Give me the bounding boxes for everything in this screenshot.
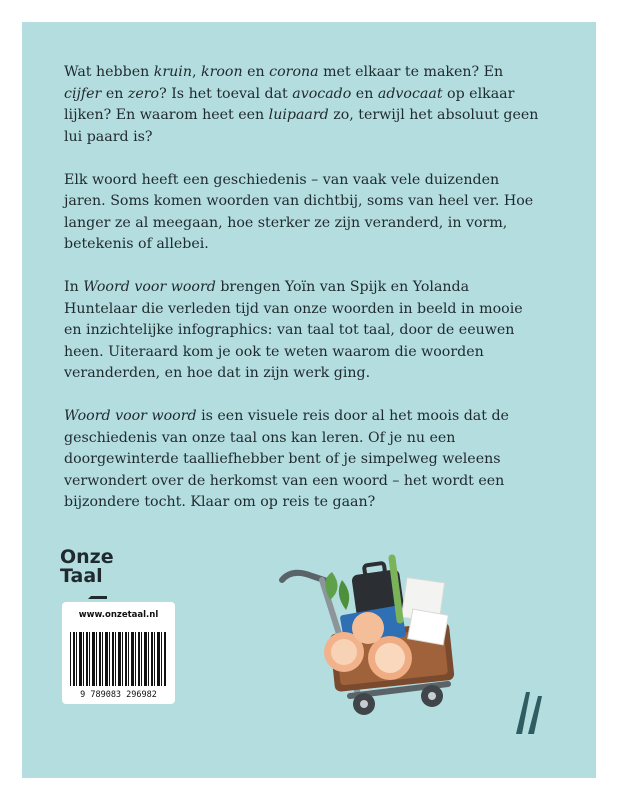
blurb-paragraph-3	[64, 277, 544, 385]
blurb-paragraph-1-run: kruin	[153, 64, 192, 80]
blurb-paragraph-1-run: advocaat	[377, 85, 443, 102]
luggage-cart-illustration	[272, 550, 462, 720]
blurb-paragraph-1-run: zero	[127, 85, 160, 102]
blurb-paragraph-4	[64, 406, 544, 514]
blurb-paragraph-3-run: In	[64, 279, 84, 295]
logo-line-2: Taal	[60, 565, 103, 587]
blurb-paragraph-1-run: cijfer	[64, 85, 102, 102]
blurb-paragraph-1-run: en	[351, 85, 378, 102]
blurb-text	[64, 62, 544, 535]
logo-speech-tick-icon	[88, 588, 107, 599]
blurb-paragraph-1-run: en	[242, 64, 270, 80]
blurb-paragraph-1	[64, 62, 544, 148]
publisher-mark-icon	[508, 690, 548, 736]
blurb-paragraph-4-run: Woord voor woord	[64, 408, 197, 424]
blurb-paragraph-1-run: ? Is het toeval dat	[159, 85, 293, 102]
blurb-paragraph-1-run: kroon	[201, 64, 243, 80]
onze-taal-logo	[60, 548, 114, 586]
blurb-paragraph-2: Elk woord heeft een geschiedenis – van vaak vele duizenden jaren. Soms komen woorden van dichtbij, soms van heel ver. Hoe langer ze al meegaan, hoe sterker ze zijn veranderd, in vorm, betekenis of allebei.	[64, 171, 534, 252]
blurb-paragraph-3-run: brengen Yoïn van Spijk en Yolanda Huntelaar die verleden tijd van onze woorden in beeld in mooie en inzichtelijke infographics: van taal tot taal, door de eeuwen heen. Uiteraard kom je ook te weten waarom die woorden veranderden, en hoe dat in zijn werk ging.	[64, 279, 523, 381]
blurb-paragraph-1-run: Wat hebben	[64, 64, 154, 80]
blurb-paragraph-1-run: avocado	[292, 85, 352, 102]
blurb-paragraph-1-run: op elkaar lijken? En waarom heet een	[64, 85, 515, 123]
blurb-paragraph-1-run: met elkaar te maken? En	[318, 64, 504, 80]
isbn-number: 9 789083 296982	[80, 690, 157, 700]
blurb-paragraph-1-run: luipaard	[268, 107, 329, 123]
blurb-paragraph-1-run: en	[101, 85, 128, 102]
blurb-paragraph-4-run: is een visuele reis door al het moois dat de geschiedenis van onze taal ons kan leren. Of je nu een doorgewinterde taalliefhebber bent of je simpelweg weleens verwondert over de herkomst van een woord – het wordt een bijzondere tocht. Klaar om op reis te gaan?	[64, 408, 509, 510]
blurb-paragraph-1-run: corona	[269, 64, 319, 80]
blurb-paragraph-3-run: Woord voor woord	[83, 279, 216, 295]
website-url: www.onzetaal.nl	[78, 610, 159, 620]
barcode-panel	[62, 602, 175, 704]
blurb-paragraph-1-run: zo, terwijl het absoluut geen lui paard is?	[64, 107, 539, 145]
barcode-icon	[70, 632, 167, 686]
logo-line-1: Onze	[60, 546, 114, 568]
blurb-paragraph-1-run: ,	[191, 64, 201, 80]
